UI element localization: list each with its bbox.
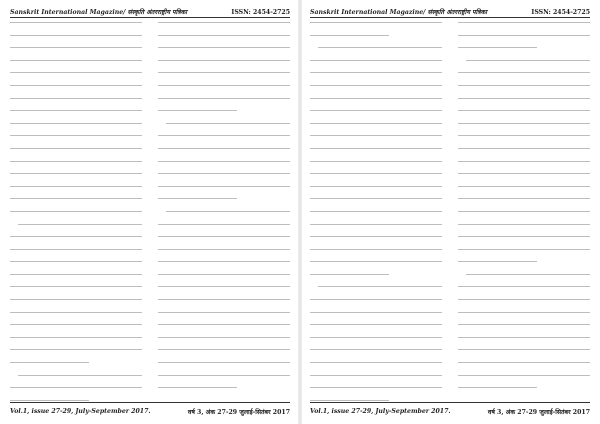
right-page-footer <box>310 405 590 417</box>
right-header-rule <box>310 17 590 18</box>
right-footer-volume: Vol.1, issue 27-29, July-September 2017. <box>310 407 451 415</box>
left-footer-volume-hindi: वर्ष 3, अंक 27-29 जुलाई-सितंबर 2017 <box>187 408 290 416</box>
right-page <box>300 0 600 424</box>
left-page-columns <box>10 22 290 398</box>
left-footer-volume: Vol.1, issue 27-29, July-September 2017. <box>10 407 151 415</box>
left-page-column-1 <box>10 22 142 398</box>
right-header-journal-title: Sanskrit International Magazine/ संस्कृति अंतरराष्ट्रीय पत्रिका <box>310 9 487 16</box>
right-footer-volume-hindi: वर्ष 3, अंक 27-29 जुलाई-सितंबर 2017 <box>487 408 590 416</box>
left-footer-rule <box>10 402 290 403</box>
right-page-header <box>310 3 590 16</box>
right-header-issn: ISSN: 2454-2725 <box>531 9 590 16</box>
left-page-column-2 <box>158 22 290 398</box>
right-page-column-2 <box>458 22 590 398</box>
left-page-footer <box>10 405 290 417</box>
right-page-columns <box>310 22 590 398</box>
left-header-journal-title: Sanskrit International Magazine/ संस्कृति अंतरराष्ट्रीय पत्रिका <box>10 9 187 16</box>
left-header-issn: ISSN: 2454-2725 <box>231 9 290 16</box>
right-footer-rule <box>310 402 590 403</box>
right-page-column-1 <box>310 22 442 398</box>
left-header-rule <box>10 17 290 18</box>
left-page-header <box>10 3 290 16</box>
